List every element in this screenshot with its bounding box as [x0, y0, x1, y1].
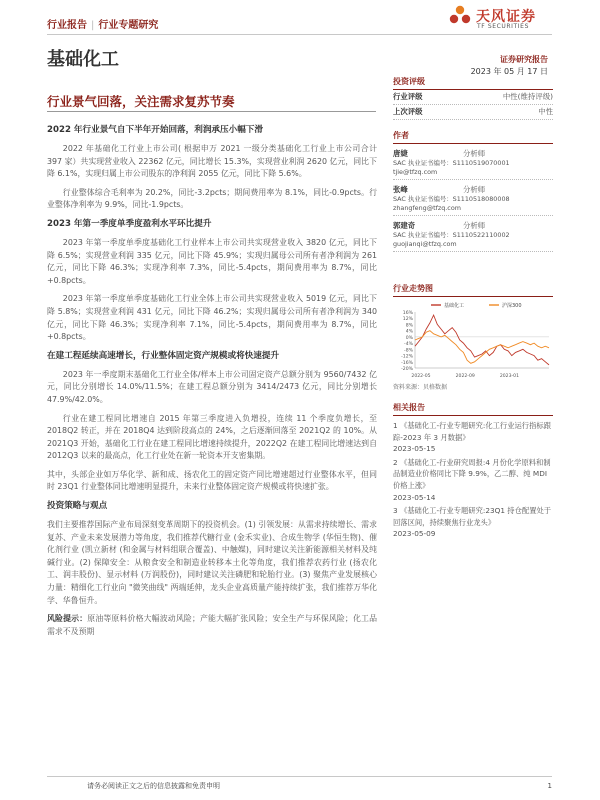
- trend-heading-block: [393, 283, 553, 297]
- title-divider: [47, 111, 376, 112]
- y-tick-label: 8%: [405, 323, 413, 329]
- related-heading: 相关报告: [393, 402, 553, 416]
- paragraph: 2023 年第一季度单季度基础化工行业样本上市公司共实现营业收入 3820 亿元，同比下降 6.5%；实现营业利润 335 亿元，同比下降 45.9%；实现归属母公司所有者净利润为 261 亿元，同比下降 46.3%；实现净利率 7.3%，同比-5.4pcts，期间费用率为 8.7%，同比+0.8pcts。: [47, 237, 377, 285]
- category-separator: |: [91, 20, 95, 31]
- report-category: [47, 16, 158, 31]
- legend-label: 基础化工: [444, 303, 465, 309]
- x-tick-label: 2023-01: [499, 374, 520, 379]
- authors-heading: 作者: [393, 130, 553, 144]
- paragraph: 2023 年一季度期末基础化工行业全体/样本上市公司固定资产总额分别为 9560/7432 亿元，同比分别增长 14.0%/11.5%；在建工程总额分别为 3414/2473 亿元，同比分别增长 47.9%/42.0%。: [47, 369, 377, 404]
- related-report-link[interactable]: 2 《基础化工-行业研究周报:4 月份化学原料和制品制造业价格同比下降 9.9%，乙二醇、纯 MDI 价格上涨》: [393, 457, 551, 490]
- paragraph: 2023 年第一季度单季度基础化工行业全体上市公司共实现营业收入 5019 亿元，同比下降 5.8%；实现营业利润 431 亿元，同比下降 46.2%；实现归属母公司所有者净利润为 340 亿元，同比下降 46.3%；实现净利率 7.1%，同比-5.4pcts，期间费用率为 8.7%，同比+0.8pcts。: [47, 294, 377, 342]
- paragraph: 2022 年基础化工行业上市公司( 根据申万 2021 一级分类基础化工行业上市公司合计 397 家）共实现营业收入 22362 亿元，同比增长 15.3%，实现营业利润 2620 亿元，同比下降 6.1%，实现归属上市公司股东的净利润 2055 亿元，同比下降 5.6%。: [47, 144, 377, 179]
- section-capex: [47, 350, 377, 494]
- y-tick-label: -16%: [401, 360, 413, 366]
- footer-divider: [47, 776, 552, 777]
- related-block: [393, 402, 553, 542]
- author-email[interactable]: guojianqi@tfzq.com: [393, 240, 553, 252]
- y-tick-label: -12%: [401, 354, 413, 360]
- rating-heading: 投资评级: [393, 76, 553, 90]
- paragraph: 行业整体综合毛利率为 20.2%，同比-3.2pcts；期间费用率为 8.1%，同比-0.9pcts。行业整体净利率为 9.9%，同比-1.9pcts。: [47, 187, 377, 210]
- author-email[interactable]: tjie@tfzq.com: [393, 168, 553, 180]
- report-title: 行业景气回落，关注需求复苏节奏: [47, 94, 235, 109]
- tf-logo-icon: [448, 4, 472, 28]
- category-primary: 行业报告: [47, 20, 87, 31]
- rating-block: [393, 76, 553, 120]
- main-content: [47, 124, 377, 644]
- paragraph: 行业在建工程同比增速自 2015 年第三季度进入负增投，连续 11 个季度负增长，至 2018Q2 转正，并在 2018Q4 达到阶段高点的 24%，之后逐渐回落至 2021Q2 的 10%。从 2021Q3 开始，基础化工行业在建工程同比增速持续提升，2022Q2 在建工程同比增速达到自 2012Q3 以来的最高点，化工行业处在新一轮资本开支密集期。: [47, 413, 377, 461]
- related-report-date: 2023-05-09: [393, 529, 436, 539]
- author-license: SAC 执业证书编号：S1110522110002: [393, 231, 510, 239]
- related-report-link[interactable]: 3 《基础化工-行业专题研究:23Q1 持仓配置处于回落区间，持续聚焦行业龙头》: [393, 506, 552, 527]
- page-footer: [47, 778, 552, 794]
- sector-title: 基础化工: [47, 49, 119, 70]
- legend-label: 沪深300: [502, 303, 522, 309]
- x-tick-label: 2022-05: [411, 374, 431, 379]
- page-number: 1: [547, 782, 552, 790]
- risk-warning: [47, 613, 377, 638]
- y-tick-label: -8%: [404, 348, 413, 354]
- category-secondary: 行业专题研究: [98, 20, 159, 31]
- series-line-chemical: [415, 315, 549, 365]
- footer-disclaimer: 请务必阅读正文之后的信息披露和免责申明: [87, 782, 220, 790]
- author-role: 分析师: [463, 221, 486, 230]
- related-report-link[interactable]: 1 《基础化工-行业专题研究:化工行业运行指标跟踪-2023 年 3 月数据》: [393, 421, 551, 442]
- related-report-date: 2023-05-15: [393, 444, 436, 454]
- author-role: 分析师: [463, 185, 486, 194]
- risk-label: 风险提示：: [47, 614, 88, 624]
- trend-chart: [393, 300, 553, 380]
- author-license: SAC 执业证书编号：S1110518080008: [393, 195, 510, 203]
- rating-key: 上次评级: [393, 107, 423, 116]
- y-tick-label: 0%: [405, 335, 413, 341]
- header-divider: [47, 34, 552, 35]
- author-entry: [393, 185, 553, 216]
- chart-source: 资料来源：贝格数据: [393, 384, 448, 391]
- author-entry: [393, 221, 553, 252]
- rating-key: 行业评级: [393, 92, 423, 101]
- report-date: 2023 年 05 月 17 日: [470, 67, 548, 76]
- author-license: SAC 执业证书编号：S1110519070001: [393, 159, 510, 167]
- author-name: 唐婕: [393, 149, 408, 158]
- section-heading: 2022 年行业景气自下半年开始回落，利润承压小幅下滑: [47, 125, 263, 135]
- series-line-hs300: [415, 331, 549, 364]
- y-tick-label: 16%: [402, 311, 413, 316]
- report-type: 证券研究报告: [500, 55, 548, 64]
- author-name: 张峰: [393, 185, 408, 194]
- paragraph: 其中，头部企业如万华化学、新和成、扬农化工的固定资产同比增速超过行业整体水平，但同时 23Q1 行业整体同比增速明显提升，未来行业整体固定资产规模或将快速扩张。: [47, 469, 377, 492]
- paragraph: 我们主要推荐国际产业布局深刻变革周期下的投资机会。(1) 引领发展：从需求持续增长、需求复苏、产业未来发展潜力等角度，我们推荐代糖行业 (金禾实业)、合成生物学 (华恒生物)、催化剂行业 (凯立新材 (和金属与材料组联合覆盖)、中触媒)，同时建议关注新能源相关材料及纯碱行业。(2) 保障安全：从粮食安全和制造业转移本土化等角度，我们推荐农药行业 (扬农化工、润丰股份)、显示材料 (万润股份)，同时建议关注磷肥和轮胎行业。(3) 聚焦产业发展核心力量：精细化工行业向 "微笑曲线" 两端延伸，龙头企业高质量产能持续扩张，我们推荐万华化学、华鲁恒升。: [47, 520, 377, 605]
- section-strategy: [47, 500, 377, 607]
- logo-text-cn: 天风证券: [476, 9, 536, 25]
- y-tick-label: -4%: [404, 342, 413, 348]
- author-role: 分析师: [463, 149, 486, 158]
- section-2023q1: [47, 218, 377, 344]
- y-tick-label: -20%: [401, 367, 413, 372]
- related-report-date: 2023-05-14: [393, 492, 436, 502]
- logo-text-en: TF SECURITIES: [477, 23, 529, 30]
- rating-row: [393, 105, 553, 120]
- risk-text: 原油等原料价格大幅波动风险；产能大幅扩张风险；安全生产与环保风险；化工品需求不及预期: [47, 614, 377, 636]
- trend-heading: 行业走势图: [393, 283, 553, 297]
- author-name: 郭建奇: [393, 221, 416, 230]
- tf-securities-logo: [448, 4, 558, 32]
- section-heading: 投资策略与观点: [47, 501, 108, 512]
- rating-value: 中性(维持评级): [502, 92, 553, 101]
- authors-block: [393, 130, 553, 252]
- author-email[interactable]: zhangfeng@tfzq.com: [393, 204, 553, 216]
- author-entry: [393, 149, 553, 180]
- y-tick-label: 12%: [402, 317, 413, 323]
- x-tick-label: 2022-09: [455, 374, 475, 379]
- section-heading: 在建工程延续高速增长，行业整体固定资产规模或将快速提升: [47, 350, 280, 361]
- y-tick-label: 4%: [405, 329, 413, 335]
- rating-row: [393, 90, 553, 105]
- rating-value: 中性: [538, 107, 553, 116]
- section-2022-review: [47, 124, 377, 212]
- trend-chart-svg: [393, 300, 553, 380]
- section-heading: 2023 年第一季度单季度盈利水平环比提升: [47, 218, 212, 229]
